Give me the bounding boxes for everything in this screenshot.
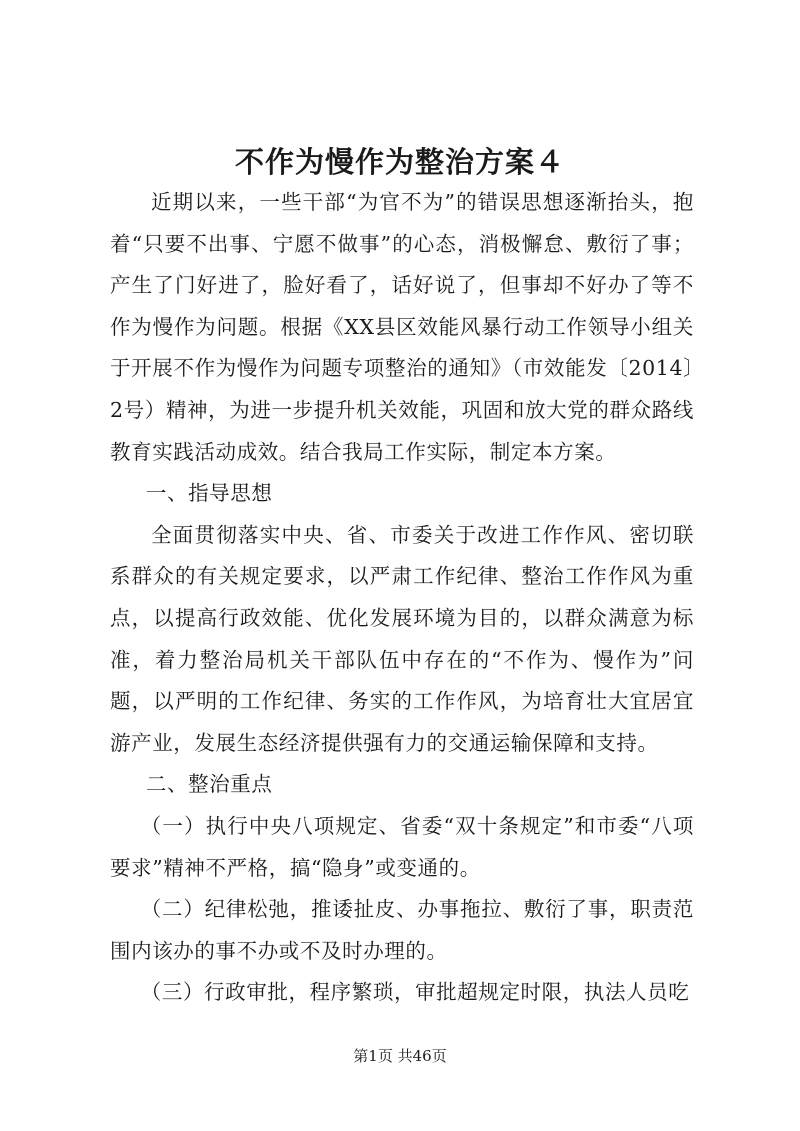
focus-item-3: （三）行政审批，程序繁琐，审批超规定时限，执法人员吃 (140, 980, 690, 1005)
document-title: 不作为慢作为整治方案４ (234, 145, 565, 179)
page-footer: 第1页 共46页 (353, 1047, 447, 1065)
focus-item-1: （一）执行中央八项规定、省委“双十条规定”和市委“八项要求”精神不严格，搞“隐身”或变通的。 (110, 813, 694, 880)
section-heading-key-focus: 二、整治重点 (145, 772, 273, 797)
document-body (110, 182, 694, 1014)
section-heading-guiding-thought: 一、指导思想 (145, 481, 273, 506)
focus-item-2: （二）纪律松弛，推诿扯皮、办事拖拉、敷衍了事，职责范围内该办的事不办或不及时办理的。 (110, 897, 694, 963)
intro-paragraph: 近期以来，一些干部“为官不为”的错误思想逐渐抬头，抱着“只要不出事、宁愿不做事”的心态，消极懈怠、敷衍了事；产生了门好进了，脸好看了，话好说了，但事却不好办了等不作为慢作为问题。根据《XX县区效能风暴行动工作领导小组关于开展不作为慢作为问题专项整治的通知》（市效能发〔2014〕2号）精神，为进一步提升机关效能，巩固和放大党的群众路线教育实践活动成效。结合我局工作实际，制定本方案。 (110, 190, 694, 464)
guiding-thought-paragraph: 全面贯彻落实中央、省、市委关于改进工作作风、密切联系群众的有关规定要求，以严肃工作纪律、整治工作作风为重点，以提高行政效能、优化发展环境为目的，以群众满意为标准，着力整治局机关干部队伍中存在的“不作为、慢作为”问题，以严明的工作纪律、务实的工作作风，为培育壮大宜居宜游产业，发展生态经济提供强有力的交通运输保障和支持。 (110, 522, 694, 755)
